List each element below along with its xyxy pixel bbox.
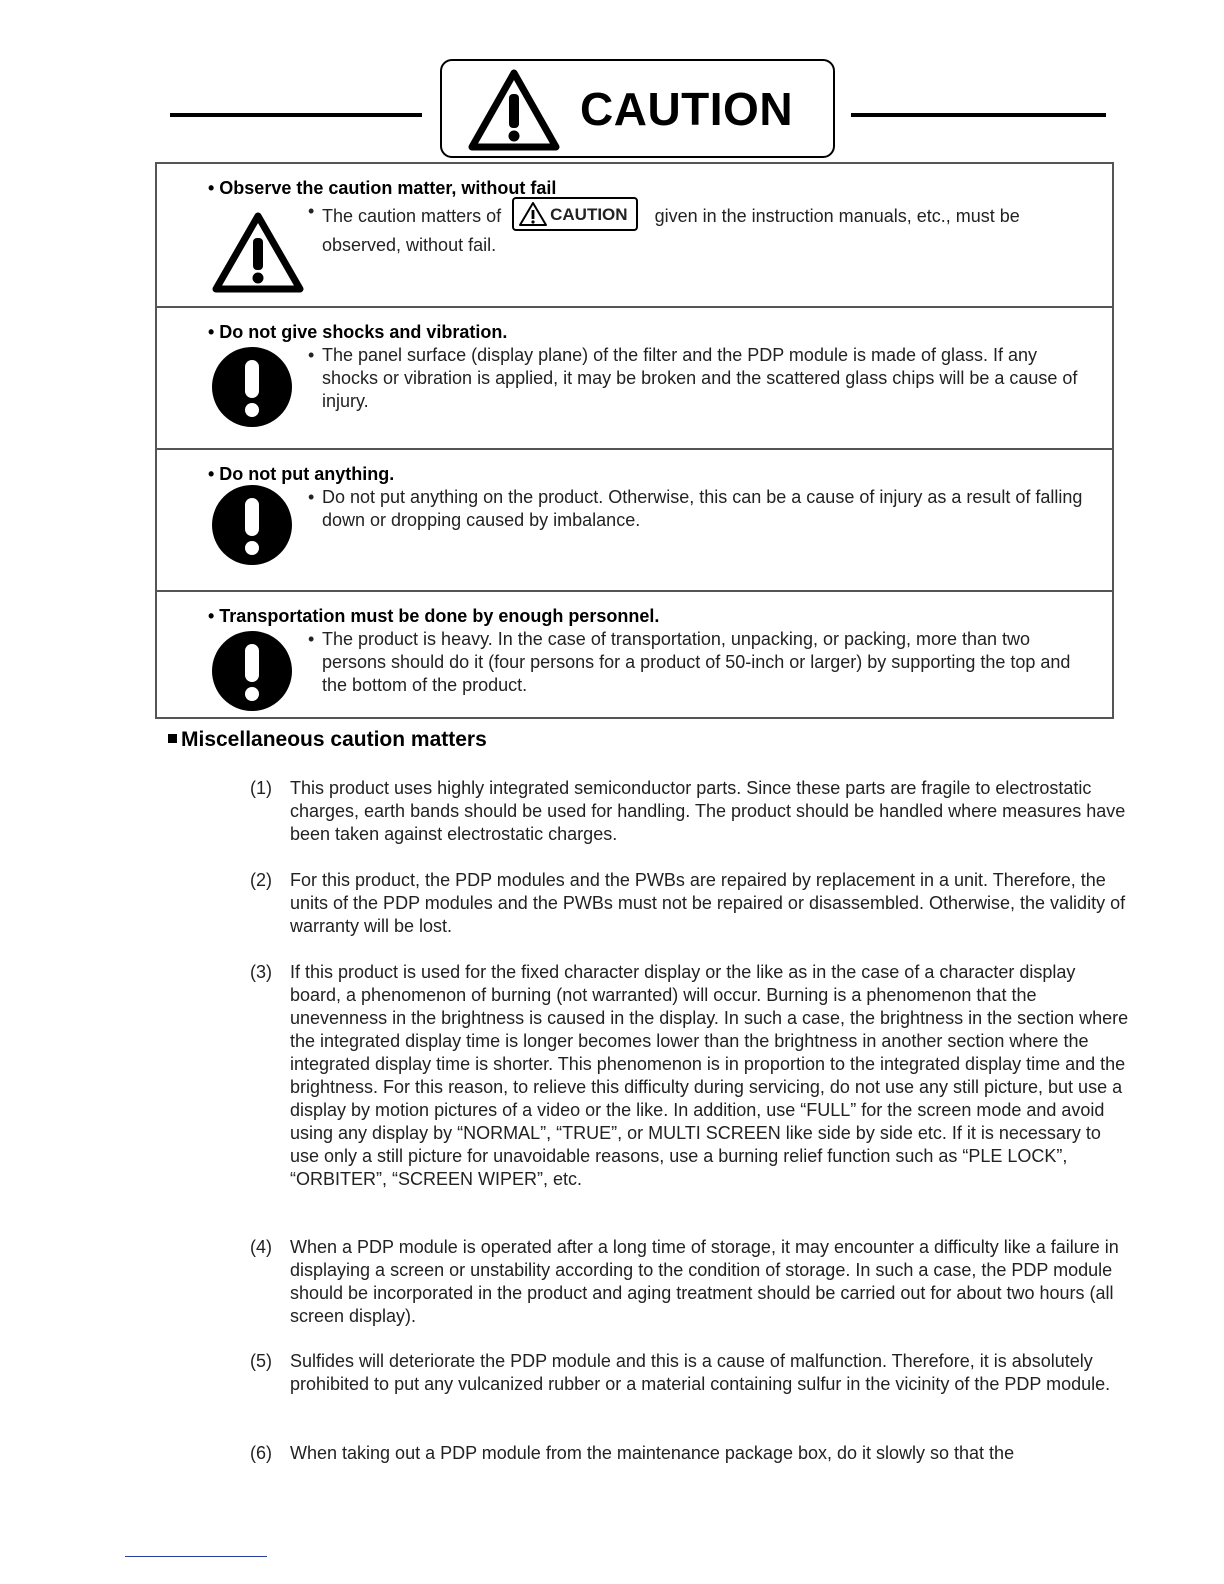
warning-triangle-icon <box>211 210 305 294</box>
caution-title: • Do not put anything. <box>208 464 395 484</box>
caution-body-text: The panel surface (display plane) of the filter and the PDP module is made of glass. If any shocks or vibration is applied, it may be broken and the scattered glass chips will be a cause of injury. <box>322 345 1078 411</box>
caution-title: • Do not give shocks and vibration. <box>208 322 508 342</box>
caution-table <box>155 162 1114 719</box>
caution-row <box>157 306 1112 449</box>
caution-row <box>157 590 1112 721</box>
caution-body: • The caution matters of CAUTION given in the instruction manuals, etc., must be observed, without fail. <box>322 200 1092 257</box>
inline-caution-label: CAUTION <box>550 204 628 224</box>
caution-body: • Do not put anything on the product. Otherwise, this can be a cause of injury as a result of falling down or dropping caused by imbalance. <box>308 487 1083 530</box>
list-item-text: If this product is used for the fixed character display or the like as in the case of a character display board, a phenomenon of burning (not warranted) will occur. Burning is a phenomenon that the unevenness in the brightness is caused in the display. In such a case, the brightness in the section where the integrated display time is longer becomes lower than the brightness in another section where the integrated display time is shorter. This phenomenon is in proportion to the integrated display time and the brightness. For this reason, to relieve this difficulty during servicing, do not use any still picture, but use a display by motion pictures of a video or the like. In addition, use “FULL” for the screen mode and avoid using any display by “NORMAL”, “TRUE”, or MULTI SCREEN like side by side etc. If it is necessary to use only a still picture for unavoidable reasons, use a burning relief function such as “PLE LOCK”, “ORBITER”, “SCREEN WIPER”, etc. <box>290 962 1129 1189</box>
caution-row <box>157 448 1112 591</box>
exclamation-circle-icon <box>211 346 293 428</box>
section-heading-text: Miscellaneous caution matters <box>181 728 487 751</box>
caution-body-suffix: given in the instruction manuals, etc., must be observed, without fail. <box>322 205 1020 255</box>
list-item-text: This product uses highly integrated semiconductor parts. Since these parts are fragile to electrostatic charges, earth bands should be used for handling. The product should be handled where measures have been taken against electrostatic charges. <box>290 778 1126 844</box>
list-item-text: Sulfides will deteriorate the PDP module and this is a cause of malfunction. Therefore, it is absolutely prohibited to put any vulcanized rubber or a material containing sulfur in the vicinity of the PDP module. <box>290 1351 1111 1394</box>
section-heading <box>168 727 487 753</box>
exclamation-circle-icon <box>211 630 293 712</box>
list-item-text: When a PDP module is operated after a long time of storage, it may encounter a difficulty like a failure in displaying a screen or unstability according to the condition of storage. In such a case, the PDP module should be incorporated in the product and aging treatment should be carried out for about two hours (all screen display). <box>290 1237 1119 1326</box>
page-title: CAUTION <box>580 83 794 135</box>
header-rule-right <box>851 113 1106 117</box>
caution-body: • The product is heavy. In the case of transportation, unpacking, or packing, more than two persons should do it (four persons for a product of 50-inch or larger) by supporting the top and the bottom of the product. <box>308 629 1071 695</box>
list-item-number: (5) <box>250 1351 272 1371</box>
list-item-number: (1) <box>250 778 272 798</box>
caution-body-text: Do not put anything on the product. Otherwise, this can be a cause of injury as a result of falling down or dropping caused by imbalance. <box>322 487 1083 530</box>
caution-body: • The panel surface (display plane) of the filter and the PDP module is made of glass. If any shocks or vibration is applied, it may be broken and the scattered glass chips will be a cause of injury. <box>308 345 1078 411</box>
caution-title: • Transportation must be done by enough personnel. <box>208 606 660 626</box>
warning-triangle-icon <box>468 68 560 152</box>
caution-row <box>157 164 1112 307</box>
list-item-text: For this product, the PDP modules and the PWBs are repaired by replacement in a unit. Therefore, the units of the PDP modules and the PWBs must not be repaired or disassembled. Otherwise, the validity of warranty will be lost. <box>290 870 1126 936</box>
list-item-text: When taking out a PDP module from the maintenance package box, do it slowly so that the <box>290 1443 1015 1463</box>
exclamation-circle-icon <box>211 484 293 566</box>
caution-header-box <box>440 59 835 158</box>
warning-triangle-icon <box>518 201 548 227</box>
inline-caution-badge <box>512 197 637 231</box>
list-item-number: (3) <box>250 962 272 982</box>
square-bullet-icon <box>168 734 177 743</box>
list-item-number: (6) <box>250 1443 272 1463</box>
caution-body-text: The product is heavy. In the case of transportation, unpacking, or packing, more than two persons should do it (four persons for a product of 50-inch or larger) by supporting the top and the bottom of the product. <box>322 629 1071 695</box>
list-item-number: (4) <box>250 1237 272 1257</box>
list-item-number: (2) <box>250 870 272 890</box>
footer-rule <box>125 1556 267 1557</box>
caution-body-prefix: The caution matters of <box>322 205 502 226</box>
caution-title: • Observe the caution matter, without fail <box>208 178 557 198</box>
header-rule-left <box>170 113 422 117</box>
